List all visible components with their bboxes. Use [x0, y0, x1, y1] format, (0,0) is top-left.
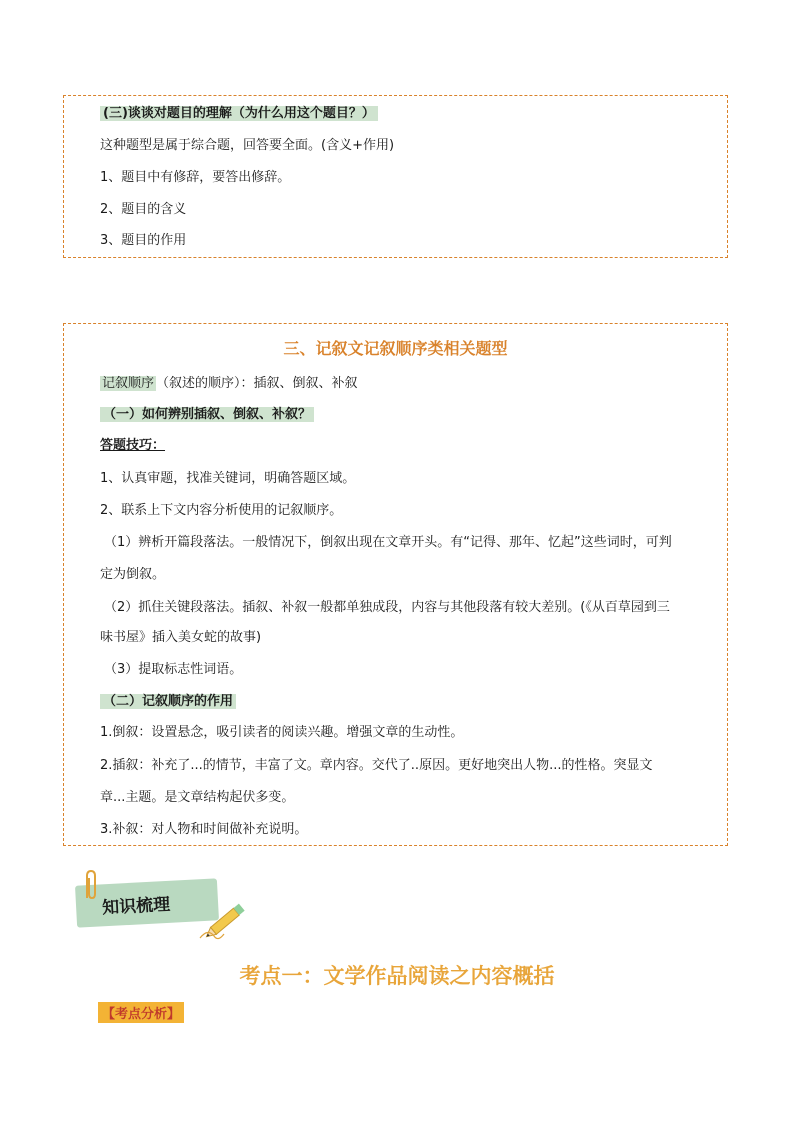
method-2-line-1: （2）抓住关键段落法。插叙、补叙一般都单独成段，内容与其他段落有较大差别。(《从百草园到三 — [104, 600, 670, 615]
effect-3: 3.补叙：对人物和时间做补充说明。 — [100, 822, 308, 837]
effect-2-line-2: 章...主题。是文章结构起伏多变。 — [100, 790, 295, 805]
box1-item: 2、题目的含义 — [100, 202, 187, 217]
effect-1: 1.倒叙：设置悬念，吸引读者的阅读兴趣。增强文章的生动性。 — [100, 725, 464, 740]
box1-item: 3、题目的作用 — [100, 233, 187, 248]
paperclip-icon — [80, 868, 102, 904]
exam-analysis-label: 【考点分析】 — [98, 1002, 184, 1023]
method-1-line-2: 定为倒叙。 — [100, 567, 166, 582]
badge-label: 知识梳理 — [101, 894, 171, 919]
box1-intro: 这种题型是属于综合题，回答要全面。(含义+作用) — [100, 138, 395, 153]
box1-heading: (三)谈谈对题目的理解（为什么用这个题目？） — [100, 105, 378, 123]
section-box-title-understanding — [63, 95, 728, 258]
tips-label: 答题技巧： — [100, 438, 166, 453]
order-label: 记叙顺序 — [102, 376, 155, 391]
method-1-line-1: （1）辨析开篇段落法。一般情况下，倒叙出现在文章开头。有“记得、那年、忆起”这些词时，可判 — [104, 535, 672, 550]
pencil-icon — [196, 898, 256, 944]
method-2-line-2: 味书屋》插入美女蛇的故事) — [100, 630, 262, 645]
step-2: 2、联系上下文内容分析使用的记叙顺序。 — [100, 503, 343, 518]
effect-2-line-1: 2.插叙：补充了...的情节，丰富了文。章内容。交代了..原因。更好地突出人物...的性格。突显文 — [100, 758, 653, 773]
order-text: （叙述的顺序）：插叙、倒叙、补叙 — [156, 376, 358, 391]
section-title: 三、记叙文记叙顺序类相关题型 — [283, 339, 508, 358]
order-line — [100, 375, 358, 393]
section-box-narrative-order — [63, 323, 728, 846]
step-1: 1、认真审题，找准关键词，明确答题区域。 — [100, 471, 356, 486]
method-3: （3）提取标志性词语。 — [104, 662, 243, 677]
exam-point-title: 考点一：文学作品阅读之内容概括 — [239, 964, 555, 988]
subheading-2: （二）记叙顺序的作用 — [100, 693, 236, 711]
subheading-1: （一）如何辨别插叙、倒叙、补叙？ — [100, 406, 314, 424]
box1-item: 1、题目中有修辞，要答出修辞。 — [100, 170, 291, 185]
